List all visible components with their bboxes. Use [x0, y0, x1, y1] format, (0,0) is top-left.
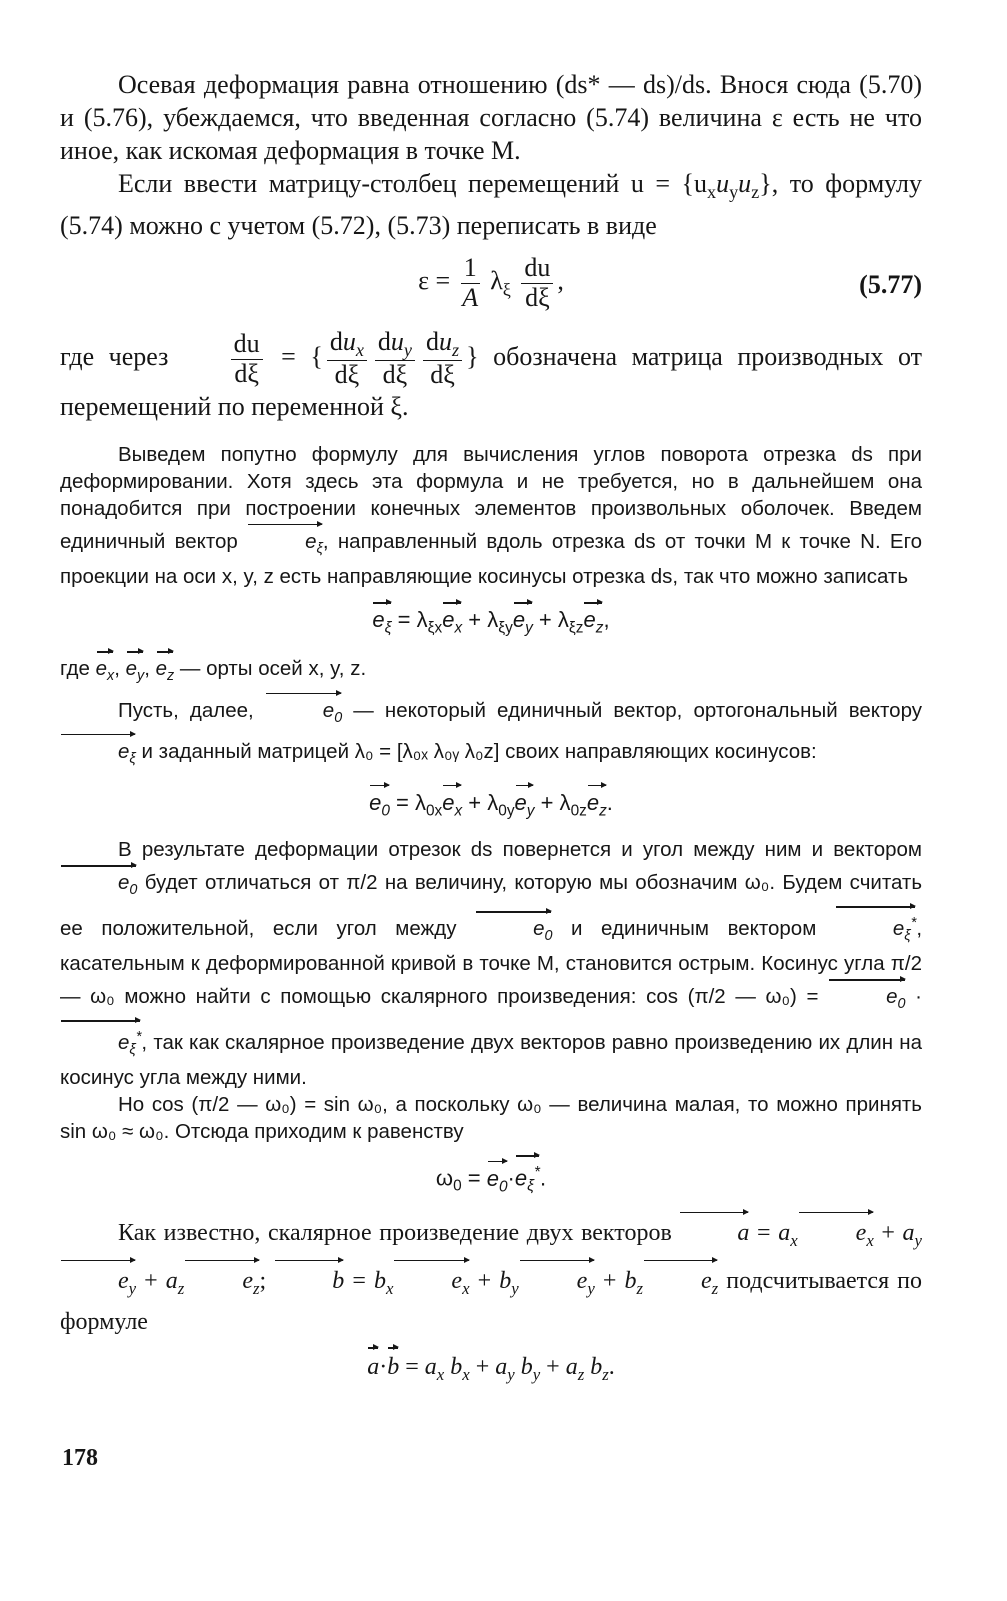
equation-unit-vector-exi: $e_\xi = \lambda_{\xi x}e_x + \lambda_{\xi y}e_y + \lambda_{\xi z}e_z$, [60, 600, 922, 641]
paragraph-vector-e0: Пусть, далее, $e_0$ — некоторый единичный вектор, ортогональный вектору $e_\xi$ и заданный матрицей λ₀ = [λ₀ₓ λ₀ᵧ λ₀z] своих направляющих косинусов: [60, 691, 922, 773]
paragraph-scalar-product: Как известно, скалярное произведение двух векторов $a = a_x$ $e_x + a_ye_y + a_z$ $e_z$; $b = b_x$ $e_x + b_y$ $e_y + b_z$ $e_z$ подсчитывается по формуле [60, 1210, 922, 1340]
page-number: 178 [62, 1445, 98, 1471]
paragraph-rotation-intro: Выведем попутно формулу для вычисления углов поворота отрезка ds при деформировании. Хотя здесь эта формула и не требуется, но в дальнейшем она понадобится при построении конечных элементов произвольных оболочек. Введем единичный вектор $e_\xi$, направленный вдоль отрезка ds от точки M к точке N. Его проекции на оси x, y, z есть направляющие косинусы отрезка ds, так что можно записать [60, 442, 923, 589]
paragraph-axial-deformation: Осевая деформация равна отношению (ds* — ds)/ds. Внося сюда (5.70) и (5.76), убеждаемся, что введенная согласно (5.74) величина ε есть не что иное, как искомая деформация в точке M. [60, 70, 922, 165]
equation-vector-e0: $e_0 = \lambda_{0x}e_x + \lambda_{0y}e_y + \lambda_{0z}e_z$. [60, 783, 922, 824]
paragraph-derivative-matrix: где через $\frac{du}{d\xi}$ = { $\frac{du_x}{d\xi}$ $\frac{du_y}{d\xi}$ $\frac{du_z}{d\xi}$ } обозначена матрица производных от перемещений по переменной ξ. [60, 327, 922, 421]
equation-omega0: $\omega_0 = e_0\cdot e_\xi^*$. [60, 1153, 922, 1200]
page-content [60, 68, 922, 1391]
paragraph-small-angle: Но cos (π/2 — ω₀) = sin ω₀, а поскольку ω₀ — величина малая, то можно принять sin ω₀ ≈ ω₀. Отсюда приходим к равенству [60, 1093, 922, 1144]
fraction-du-dxi: $\frac{du}{d\xi}$ [521, 254, 553, 312]
paragraph-deformation-angle: В результате деформации отрезок ds повернется и угол между ним и вектором $e_0$ будет отличаться от π/2 на величину, которую мы обозначим ω₀. Будем считать ее положительной, если угол между $e_0$ и единичным вектором $e_\xi^*$, касательным к деформированной кривой в точке M, становится острым. Косинус угла π/2 — ω₀ можно найти с помощью скалярного произведения: cos (π/2 — $\omega_0) = e_0 \cdot e_\xi^*$, так как скалярное произведение двух векторов равно произведению их длин на косинус угла между ними. [60, 838, 923, 1090]
equation-5-77: ε = $\frac{1}{A}$ $\lambda_\xi$ $\frac{du}{d\xi}$ , (5.77) [418, 253, 922, 312]
equation-number: (5.77) [859, 270, 922, 300]
equation-scalar-product: $a\cdot b = a_x$ $b_x + a_y$ $b_y + a_z$ $b_z$. [60, 1345, 922, 1391]
paragraph-displacement-matrix: Если ввести матрицу-столбец перемещений $u = \{u_xu_yu_z\}$, то формулу (5.74) можно с учетом (5.72), (5.73) переписать в виде [60, 169, 922, 241]
fraction-1-over-A: $\frac{1}{A}$ [462, 253, 479, 312]
paragraph-axis-orts: где $e_x$, $e_y$, $e_z$ — орты осей x, y, z. [60, 649, 922, 690]
